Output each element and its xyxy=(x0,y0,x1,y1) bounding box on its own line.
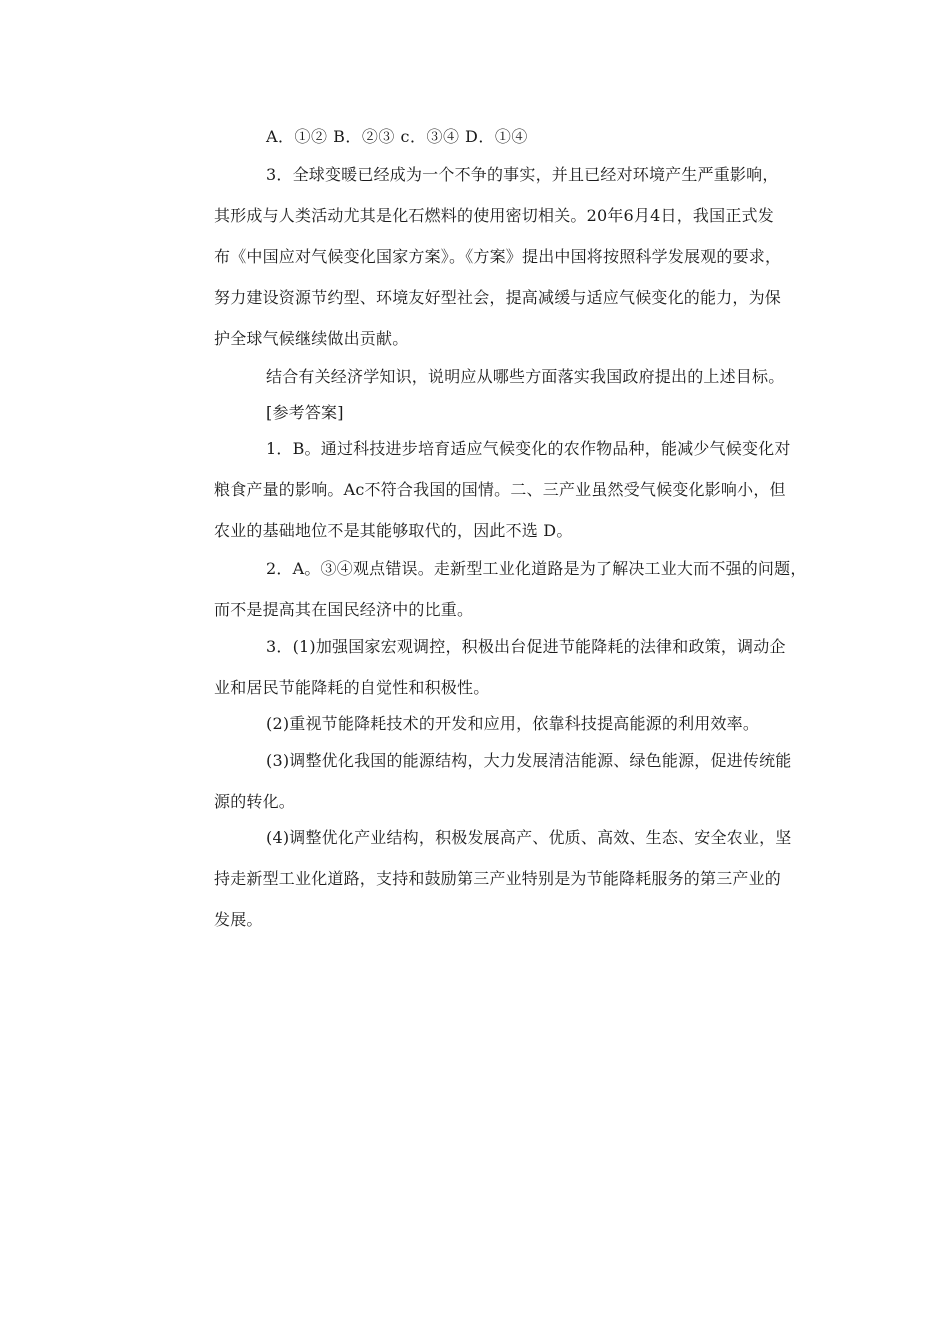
answer-3-part-1-line: 3．(1)加强国家宏观调控，积极出台促进节能降耗的法律和政策，调动企 xyxy=(266,637,786,656)
question-3-line: 3．全球变暖已经成为一个不争的事实，并且已经对环境产生严重影响， xyxy=(266,165,779,184)
question-3-line: 布《中国应对气候变化国家方案》。《方案》提出中国将按照科学发展观的要求， xyxy=(214,247,782,266)
answer-3-part-4-line: 持走新型工业化道路，支持和鼓励第三产业特别是为节能降耗服务的第三产业的 xyxy=(214,869,782,888)
question-3-line: 其形成与人类活动尤其是化石燃料的使用密切相关。20年6月4日，我国正式发 xyxy=(214,206,774,225)
answer-3-part-3-line: (3)调整优化我国的能源结构，大力发展清洁能源、绿色能源，促进传统能 xyxy=(266,751,792,770)
answer-choices: A．①② B．②③ c．③④ D．①④ xyxy=(266,127,528,146)
answer-3-part-4-line: 发展。 xyxy=(214,910,263,929)
question-3-line: 努力建设资源节约型、环境友好型社会，提高减缓与适应气候变化的能力，为保 xyxy=(214,288,782,307)
answer-2-line: 而不是提高其在国民经济中的比重。 xyxy=(214,600,474,619)
question-3-line: 护全球气候继续做出贡献。 xyxy=(214,329,409,348)
question-3-prompt: 结合有关经济学知识，说明应从哪些方面落实我国政府提出的上述目标。 xyxy=(266,367,785,386)
answer-3-part-2-line: (2)重视节能降耗技术的开发和应用，依靠科技提高能源的利用效率。 xyxy=(266,714,760,733)
answer-3-part-3-line: 源的转化。 xyxy=(214,792,296,811)
answer-1-line: 农业的基础地位不是其能够取代的，因此不选 D。 xyxy=(214,521,573,540)
answer-1-line: 1．B。通过科技进步培育适应气候变化的农作物品种，能减少气候变化对 xyxy=(266,439,791,458)
answer-3-part-4-line: (4)调整优化产业结构，积极发展高产、优质、高效、生态、安全农业，坚 xyxy=(266,828,792,847)
answer-heading: [参考答案] xyxy=(266,403,344,422)
answer-2-line: 2．A。③④观点错误。走新型工业化道路是为了解决工业大而不强的问题， xyxy=(266,559,807,578)
answer-3-part-1-line: 业和居民节能降耗的自觉性和积极性。 xyxy=(214,678,490,697)
answer-1-line: 粮食产量的影响。Ac不符合我国的国情。二、三产业虽然受气候变化影响小，但 xyxy=(214,480,786,499)
